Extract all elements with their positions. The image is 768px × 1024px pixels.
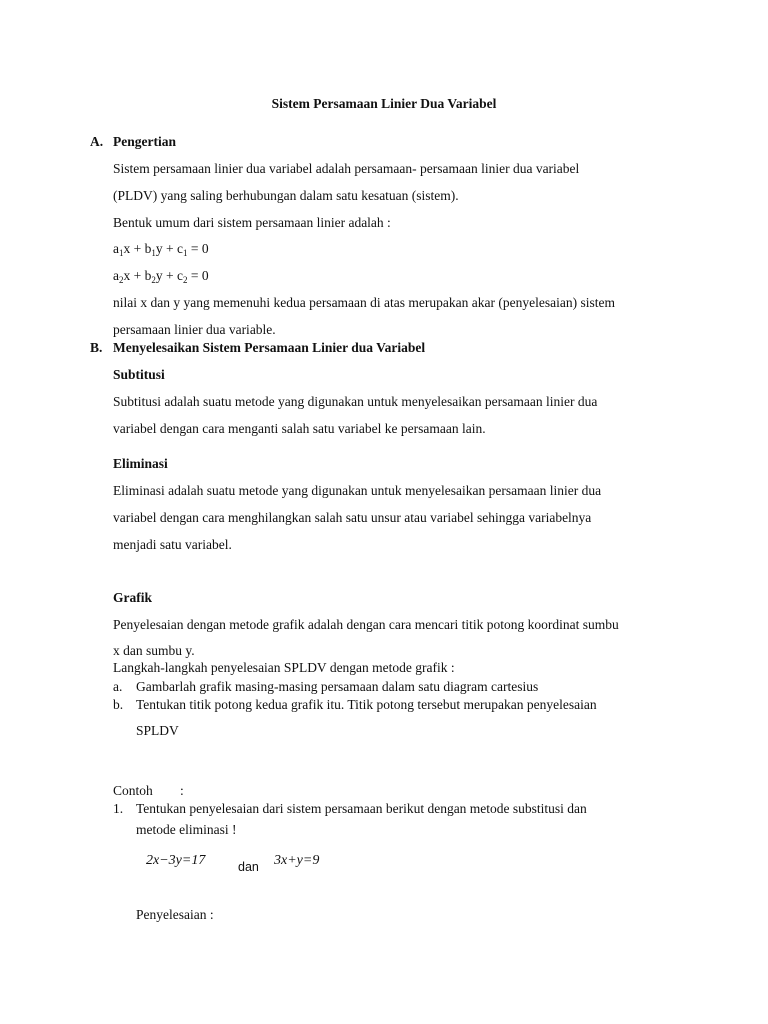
subtitusi-line-1: Subtitusi adalah suatu metode yang digunakan untuk menyelesaikan persamaan linier dua (113, 394, 598, 409)
grafik-line-1: Penyelesaian dengan metode grafik adalah dengan cara mencari titik potong koordinat sumbu (113, 617, 619, 632)
section-a-marker: A. (90, 134, 104, 149)
contoh-label: Contoh (113, 783, 153, 798)
section-b-heading: Menyelesaikan Sistem Persamaan Linier dua Variabel (113, 340, 426, 355)
grafik-line-2: x dan sumbu y. (113, 643, 195, 658)
contoh-question-line-1: Tentukan penyelesaian dari sistem persamaan berikut dengan metode substitusi dan (136, 801, 587, 816)
eliminasi-heading: Eliminasi (113, 456, 168, 471)
step-a-marker: a. (113, 679, 123, 694)
grafik-heading: Grafik (113, 590, 152, 605)
penyelesaian-label: Penyelesaian : (136, 907, 214, 922)
step-a-text: Gambarlah grafik masing-masing persamaan dalam satu diagram cartesius (136, 679, 539, 694)
step-b-marker: b. (113, 697, 124, 712)
step-b-continuation: SPLDV (136, 723, 179, 738)
subtitusi-line-2: variabel dengan cara menganti salah satu variabel ke persamaan lain. (113, 421, 486, 436)
section-a-heading: Pengertian (113, 134, 176, 149)
langkah-intro: Langkah-langkah penyelesaian SPLDV dengan metode grafik : (113, 660, 455, 675)
contoh-colon: : (180, 783, 184, 798)
pengertian-line-2: (PLDV) yang saling berhubungan dalam satu kesatuan (sistem). (113, 188, 459, 203)
eliminasi-line-3: menjadi satu variabel. (113, 537, 232, 552)
equation-right: 3x+y=9 (274, 853, 320, 868)
dan-connector: dan (238, 860, 259, 874)
contoh-question-line-2: metode eliminasi ! (136, 822, 237, 837)
eliminasi-line-2: variabel dengan cara menghilangkan salah satu unsur atau variabel sehingga variabelnya (113, 510, 592, 525)
section-b-marker: B. (90, 340, 103, 355)
subtitusi-heading: Subtitusi (113, 367, 165, 382)
general-equation-1: $a_1x + b_1y + c_1 = 0$ (113, 241, 209, 258)
nilai-line-2: persamaan linier dua variable. (113, 322, 276, 337)
eliminasi-line-1: Eliminasi adalah suatu metode yang digunakan untuk menyelesaikan persamaan linier dua (113, 483, 602, 498)
general-equation-2: $a_2x + b_2y + c_2 = 0$ (113, 268, 209, 285)
equation-left: 2x−3y=17 (146, 853, 206, 868)
document-title: Sistem Persamaan Linier Dua Variabel (271, 96, 497, 111)
pengertian-line-1: Sistem persamaan linier dua variabel adalah persamaan- persamaan linier dua variabel (113, 161, 580, 176)
nilai-line-1: nilai x dan y yang memenuhi kedua persamaan di atas merupakan akar (penyelesaian) sistem (113, 295, 615, 310)
bentuk-umum-text: Bentuk umum dari sistem persamaan linier adalah : (113, 215, 391, 230)
step-b-text: Tentukan titik potong kedua grafik itu. Titik potong tersebut merupakan penyelesaian (136, 697, 597, 712)
contoh-item-marker: 1. (113, 801, 124, 816)
